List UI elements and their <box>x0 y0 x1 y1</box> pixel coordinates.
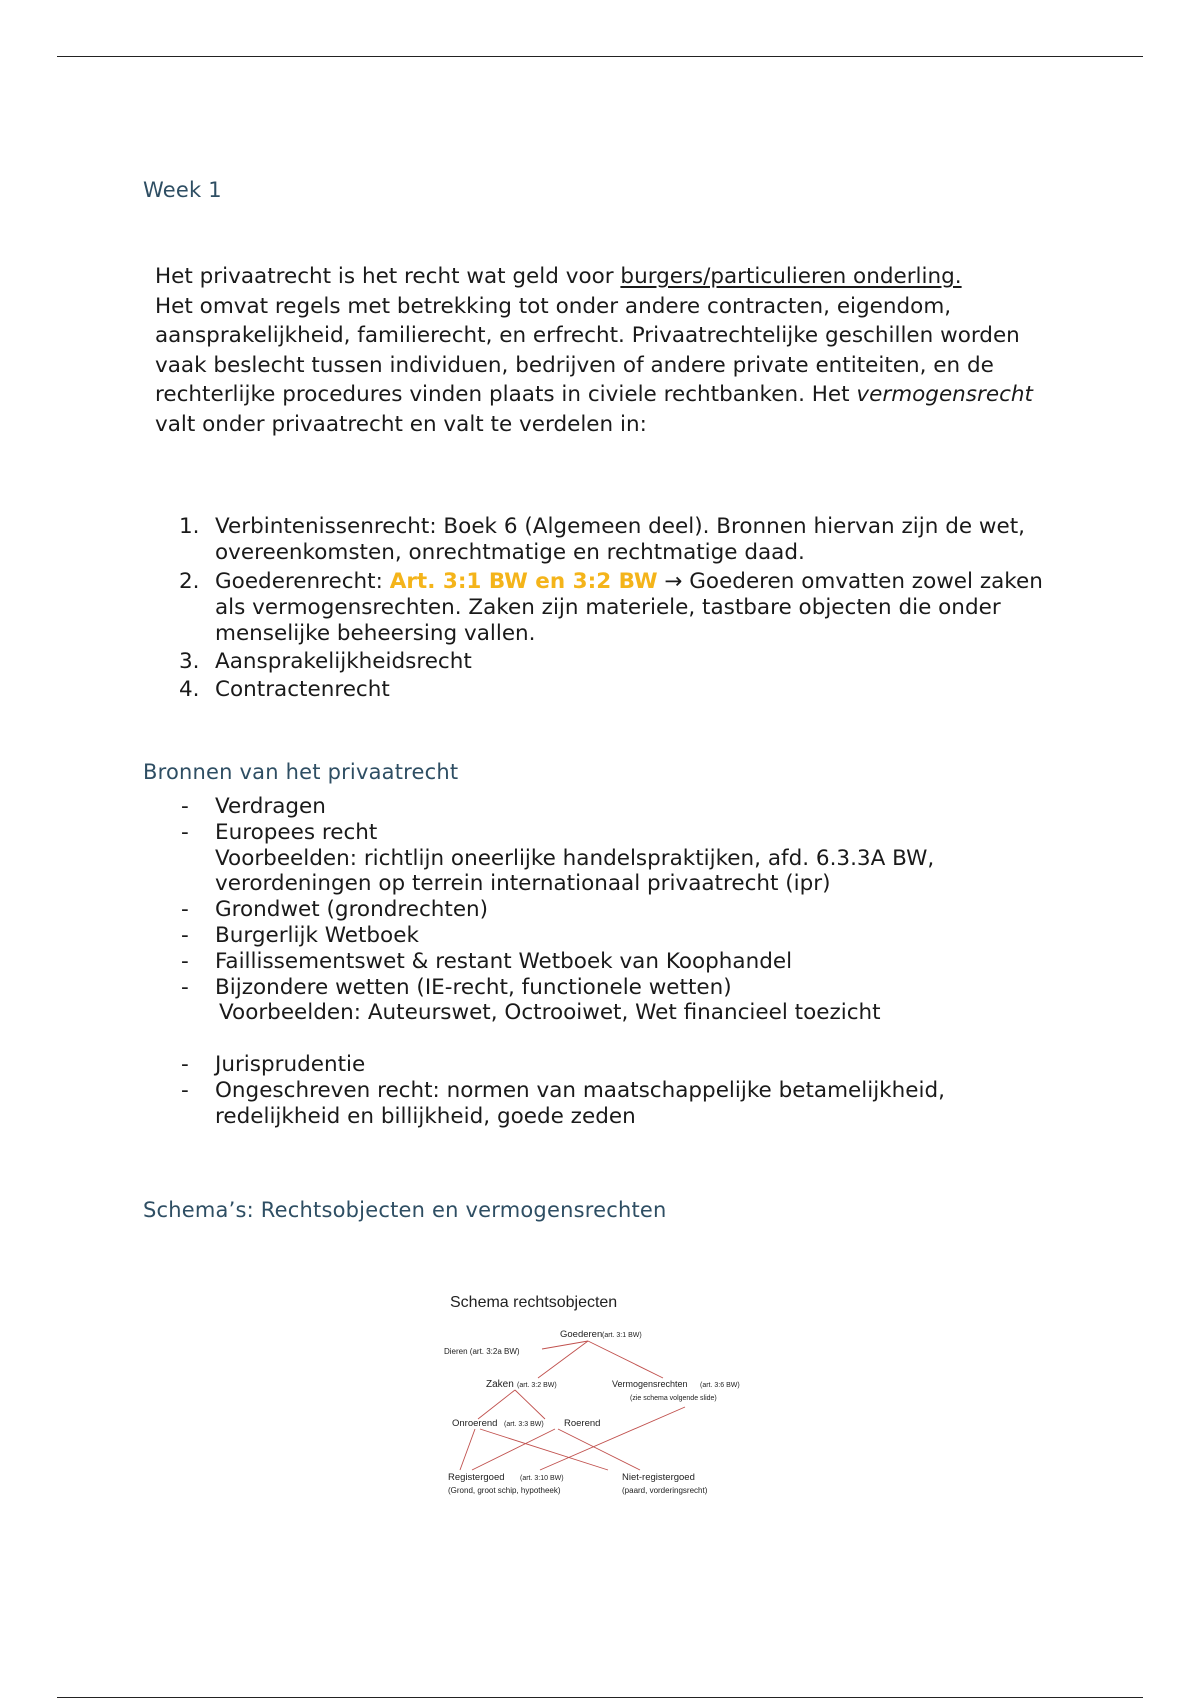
line-goederen-dieren <box>542 1341 588 1349</box>
node-zaken: Zaken <box>486 1379 514 1390</box>
line-goederen-zaken <box>538 1341 588 1378</box>
list-text: Verdragen <box>215 794 326 819</box>
list-number: 1. <box>179 514 200 539</box>
node-vermogensrechten-note: (zie schema volgende slide) <box>630 1395 717 1402</box>
node-onroerend: Onroerend <box>452 1418 498 1429</box>
dash-bullet: - <box>181 819 189 845</box>
diagram-title: Schema rechtsobjecten <box>450 1294 618 1311</box>
list-text: Contractenrecht <box>215 677 390 702</box>
list-text: Grondwet (grondrechten) <box>215 897 489 923</box>
diagram-lines <box>460 1341 685 1470</box>
node-registergoed: Registergoed <box>448 1472 505 1483</box>
list-item <box>175 677 1075 703</box>
dash-bullet: - <box>181 1077 189 1103</box>
line-goederen-vermogensrechten <box>588 1341 663 1378</box>
list-item <box>175 794 1075 820</box>
vermogensrecht-list <box>175 514 1075 703</box>
list-number: 3. <box>179 649 200 674</box>
dash-bullet: - <box>181 922 189 948</box>
bottom-rule <box>57 1697 1143 1698</box>
line-zaken-onroerend <box>478 1390 515 1419</box>
list-text: Jurisprudentie <box>215 1052 366 1078</box>
list-text: Aansprakelijkheidsrecht <box>215 649 472 674</box>
dash-bullet: - <box>181 974 189 1000</box>
list-item <box>175 1052 1075 1078</box>
list-text: Goederen omvatten zowel zaken als vermogensrechten. Zaken zijn materiele, tastbare objecten die onder menselijke beheersing vallen. <box>215 569 1043 646</box>
node-dieren: Dieren (art. 3:2a BW) <box>444 1347 520 1356</box>
node-goederen: Goederen <box>560 1329 603 1340</box>
node-goederen-ref: (art. 3:1 BW) <box>602 1332 642 1339</box>
heading-schema: Schema’s: Rechtsobjecten en vermogensrechten <box>143 1198 667 1222</box>
line-roerend-niet-register <box>558 1429 640 1470</box>
list-item <box>175 949 1075 975</box>
arrow-icon: → <box>657 569 690 594</box>
schema-rechtsobjecten-diagram <box>430 1283 790 1503</box>
node-onroerend-ref: (art. 3:3 BW) <box>504 1421 544 1428</box>
node-niet-registergoed-note: (paard, vorderingsrecht) <box>622 1486 708 1495</box>
heading-week: Week 1 <box>143 178 222 202</box>
node-vermogensrechten-ref: (art. 3:6 BW) <box>700 1382 740 1389</box>
node-roerend: Roerend <box>564 1418 601 1429</box>
list-text: Burgerlijk Wetboek <box>215 922 419 948</box>
dash-bullet: - <box>181 948 189 974</box>
node-registergoed-note: (Grond, groot schip, hypotheek) <box>448 1486 561 1495</box>
intro-paragraph <box>155 262 1055 439</box>
list-text: Verbintenissenrecht: Boek 6 (Algemeen deel). Bronnen hiervan zijn de wet, overeenkomsten, onrechtmatige en rechtmatige daad. <box>215 514 1025 565</box>
list-subtext: Voorbeelden: richtlijn oneerlijke handelspraktijken, afd. 6.3.3A BW, verordeningen op terrein internationaal privaatrecht (ipr) <box>215 845 935 897</box>
list-item <box>175 923 1075 949</box>
intro-italic: vermogensrecht <box>856 382 1033 407</box>
list-text: Goederenrecht: <box>215 569 390 594</box>
node-vermogensrechten: Vermogensrechten <box>612 1379 688 1389</box>
intro-text-3: valt onder privaatrecht en valt te verdelen in: <box>155 411 647 437</box>
top-rule <box>57 56 1143 57</box>
list-text: Europees recht <box>215 819 378 845</box>
list-number: 4. <box>179 677 200 702</box>
heading-bronnen: Bronnen van het privaatrecht <box>143 760 459 784</box>
article-highlight: Art. 3:1 BW en 3:2 BW <box>389 569 658 594</box>
line-vermogensrechten-registergoed <box>540 1407 685 1470</box>
list-text: Ongeschreven recht: normen van maatschappelijke betamelijkheid, redelijkheid en billijkheid, goede zeden <box>215 1077 945 1129</box>
node-niet-registergoed: Niet-registergoed <box>622 1472 695 1483</box>
list-item <box>175 514 1075 566</box>
list-item <box>175 975 1075 1027</box>
node-registergoed-ref: (art. 3:10 BW) <box>520 1475 564 1482</box>
intro-underlined: burgers/particulieren onderling. <box>620 264 962 289</box>
list-item <box>175 569 1075 647</box>
dash-bullet: - <box>181 1052 189 1078</box>
intro-text-2: Het omvat regels met betrekking tot onder andere contracten, eigendom, aansprakelijkheid, familierecht, en erfrecht. Privaatrechtelijke geschillen worden vaak beslecht tussen individuen, bedrijven of andere private entiteiten, en de rechterlijke procedures vinden plaats in civiele rechtbanken. Het <box>155 293 1020 407</box>
node-zaken-ref: (art. 3:2 BW) <box>517 1382 557 1389</box>
list-item <box>175 897 1075 923</box>
list-subtext: Voorbeelden: Auteurswet, Octrooiwet, Wet financieel toezicht <box>219 1000 881 1026</box>
intro-text-1: Het privaatrecht is het recht wat geld voor <box>155 264 621 289</box>
list-item <box>175 1078 1075 1130</box>
list-text: Faillissementswet & restant Wetboek van Koophandel <box>215 948 793 974</box>
line-zaken-roerend <box>515 1390 545 1419</box>
list-item <box>175 649 1075 675</box>
line-onroerend-niet-register <box>480 1429 608 1470</box>
list-text: Bijzondere wetten (IE-recht, functionele wetten) <box>215 974 732 1000</box>
bronnen-list <box>175 794 1075 1130</box>
list-item <box>175 820 1075 897</box>
list-number: 2. <box>179 569 200 594</box>
line-onroerend-registergoed <box>460 1429 475 1470</box>
dash-bullet: - <box>181 897 189 923</box>
dash-bullet: - <box>181 794 189 819</box>
